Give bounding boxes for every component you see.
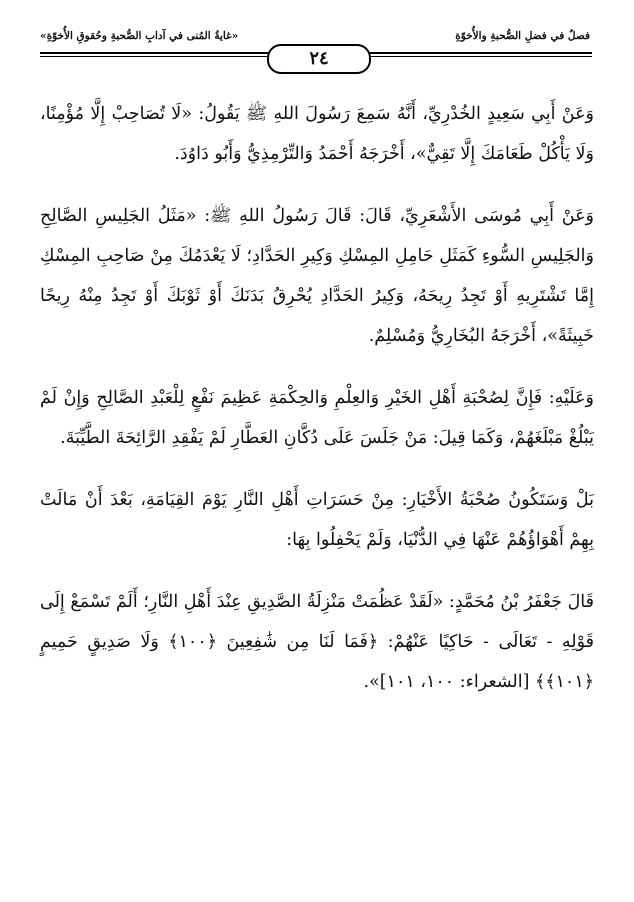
page-body xyxy=(40,94,594,724)
page-number: ٢٤ xyxy=(267,44,371,74)
chapter-title: فصلٌ في فضلِ الصُّحبةِ والأُخوّةِ xyxy=(455,30,590,42)
paragraph-jafar-quote: قَالَ جَعْفَرُ بْنُ مُحَمَّدٍ: «لَقَدْ عَظُمَتْ مَنْزِلَةُ الصَّدِيقِ عِنْدَ أَهْلِ النَّارِ؛ أَلَمْ تَسْمَعْ إِلَى قَوْلِهِ - تَعَالَى - حَاكِيًا عَنْهُمْ: ﴿فَمَا لَنَا مِن شَٰفِعِينَ ﴿١٠٠﴾ وَلَا صَدِيقٍ حَمِيمٍ ﴿١٠١﴾﴾ [الشعراء: ١٠٠، ١٠١]». xyxy=(40,592,594,692)
book-title: «غايةُ المُنى في آدابِ الصُّحبةِ وحُقوقِ الأُخوّةِ» xyxy=(40,30,239,42)
paragraph-hadith-abu-musa: وَعَنْ أَبِي مُوسَى الأَشْعَرِيِّ، قَالَ: قَالَ رَسُولُ اللهِ ﷺ: «مَثَلُ الجَلِيسِ الصَّالِحِ وَالجَلِيسِ السُّوءِ كَمَثَلِ حَامِلِ المِسْكِ وَكِيرِ الحَدَّادِ؛ لَا يَعْدَمُكَ مِنْ صَاحِبِ المِسْكِ إِمَّا تَشْتَرِيهِ أَوْ تَجِدُ رِيحَهُ، وَكِيرُ الحَدَّادِ يُحْرِقُ بَدَنَكَ أَوْ ثَوْبَكَ أَوْ تَجِدُ مِنْهُ رِيحًا خَبِيثَةً»، أَخْرَجَهُ البُخَارِيُّ وَمُسْلِمٌ. xyxy=(40,206,594,346)
paragraph-benefit-of-companionship: وَعَلَيْهِ: فَإِنَّ لِصُحْبَةِ أَهْلِ الخَيْرِ وَالعِلْمِ وَالحِكْمَةِ عَظِيمَ نَفْعٍ لِلْعَبْدِ الصَّالِحِ وَإِنْ لَمْ يَبْلُغْ مَبْلَغَهُمْ، وَكَمَا قِيلَ: مَنْ جَلَسَ عَلَى دُكَّانِ العَطَّارِ لَمْ يَفْقِدِ الرَّائِحَةَ الطَّيِّبَةَ. xyxy=(40,388,594,448)
paragraph-regret-of-people-of-fire: بَلْ وَسَتَكُونُ صُحْبَةُ الأَخْيَارِ: مِنْ حَسَرَاتِ أَهْلِ النَّارِ يَوْمَ القِيَامَةِ، بَعْدَ أَنْ مَالَتْ بِهِمْ أَهْوَاؤُهُمْ عَنْهَا فِي الدُّنْيَا، وَلَمْ يَحْفِلُوا بِهَا: xyxy=(40,490,594,550)
paragraph-hadith-abu-said: وَعَنْ أَبِي سَعِيدٍ الخُدْرِيِّ، أَنَّهُ سَمِعَ رَسُولَ اللهِ ﷺ يَقُولُ: «لَا تُصَاحِبْ إِلَّا مُؤْمِنًا، وَلَا يَأْكُلْ طَعَامَكَ إِلَّا تَقِيٌّ»، أَخْرَجَهُ أَحْمَدُ وَالتِّرْمِذِيُّ وَأَبُو دَاوُدَ. xyxy=(40,104,594,164)
